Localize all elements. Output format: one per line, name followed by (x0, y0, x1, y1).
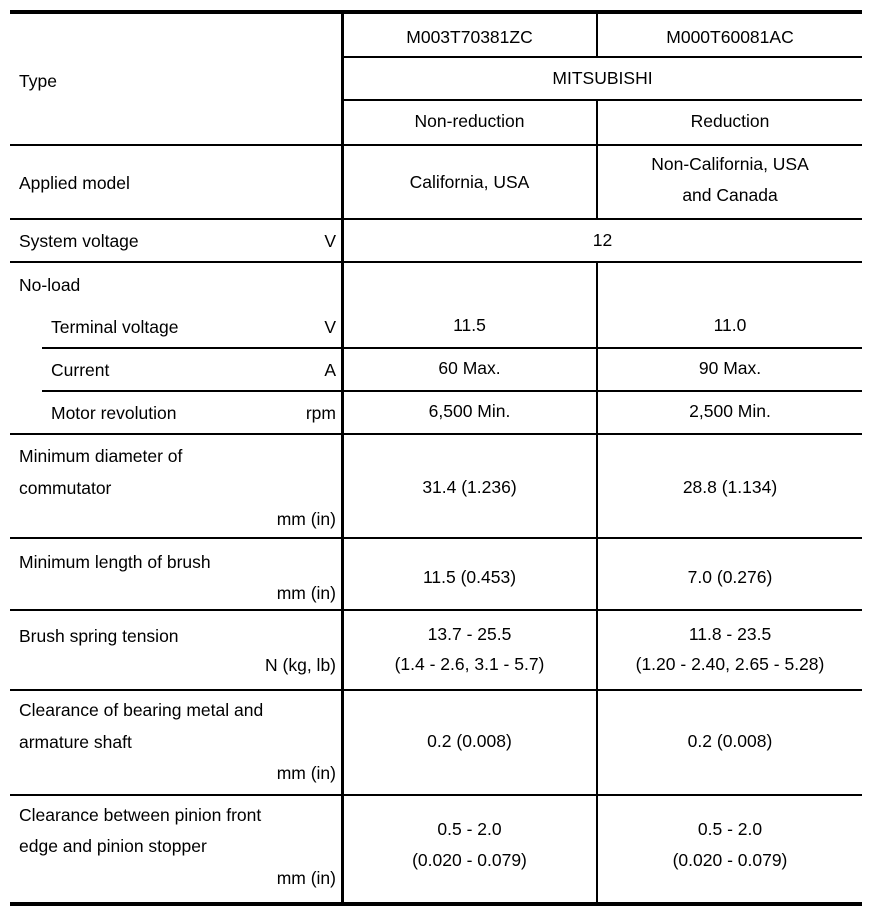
bearing-clearance-label-line1: Clearance of bearing metal and (19, 700, 264, 720)
system-voltage-unit: V (324, 231, 336, 251)
system-voltage-value: 12 (592, 230, 613, 250)
maker: MITSUBISHI (552, 68, 653, 88)
motor-revolution-col1: 6,500 Min. (428, 401, 511, 421)
bearing-clearance-col2: 0.2 (0.008) (687, 731, 773, 751)
pinion-clearance-col2-line2: (0.020 - 0.079) (672, 850, 788, 870)
spring-tension-col1-line1: 13.7 - 25.5 (427, 624, 512, 644)
system-voltage-label: System voltage (19, 231, 139, 251)
current-label: Current (51, 360, 110, 380)
commutator-label-line1: Minimum diameter of (19, 446, 183, 466)
current-col1: 60 Max. (438, 358, 501, 378)
col1-model: M003T70381ZC (406, 27, 533, 47)
applied-model-col2-line2: and Canada (682, 185, 778, 205)
brush-length-col1: 11.5 (0.453) (422, 567, 517, 587)
current-col2: 90 Max. (698, 358, 762, 378)
brush-length-unit: mm (in) (276, 583, 336, 603)
divider (10, 218, 862, 220)
brush-length-col2: 7.0 (0.276) (687, 567, 773, 587)
pinion-clearance-col1-line2: (0.020 - 0.079) (412, 850, 527, 870)
commutator-label-line2: commutator (19, 478, 112, 498)
spring-tension-unit: N (kg, lb) (265, 655, 336, 675)
divider (10, 537, 862, 539)
applied-model-col1: California, USA (409, 172, 530, 192)
bearing-clearance-label-line2: armature shaft (19, 732, 132, 752)
type-label: Type (19, 71, 57, 91)
divider (10, 433, 862, 435)
commutator-col1: 31.4 (1.236) (422, 477, 517, 497)
bearing-clearance-unit: mm (in) (276, 763, 336, 783)
spring-tension-col1-line2: (1.4 - 2.6, 3.1 - 5.7) (394, 654, 545, 674)
motor-revolution-unit: rpm (305, 403, 336, 423)
applied-model-label: Applied model (19, 173, 130, 193)
brush-length-label: Minimum length of brush (19, 552, 211, 572)
col2-kind: Reduction (690, 111, 770, 131)
spring-tension-col2-line2: (1.20 - 2.40, 2.65 - 5.28) (635, 654, 825, 674)
divider (10, 261, 862, 263)
pinion-clearance-col2-line1: 0.5 - 2.0 (697, 819, 763, 839)
divider (42, 390, 862, 392)
divider (342, 99, 862, 101)
commutator-unit: mm (in) (276, 509, 336, 529)
divider (10, 144, 862, 146)
col1-kind: Non-reduction (414, 111, 525, 131)
pinion-clearance-label-line2: edge and pinion stopper (19, 836, 207, 856)
pinion-clearance-unit: mm (in) (276, 868, 336, 888)
terminal-voltage-label: Terminal voltage (51, 317, 179, 337)
pinion-clearance-col1-line1: 0.5 - 2.0 (437, 819, 502, 839)
table-bottom-rule (10, 902, 862, 906)
commutator-col2: 28.8 (1.134) (682, 477, 778, 497)
motor-revolution-col2: 2,500 Min. (689, 401, 771, 421)
applied-model-col2-line1: Non-California, USA (651, 154, 809, 174)
terminal-voltage-col2: 11.0 (713, 315, 747, 335)
divider (42, 347, 862, 349)
no-load-label: No-load (19, 275, 81, 295)
divider (10, 794, 862, 796)
bearing-clearance-col1: 0.2 (0.008) (427, 731, 512, 751)
divider (10, 689, 862, 691)
divider (342, 56, 862, 58)
current-unit: A (324, 360, 336, 380)
terminal-voltage-unit: V (324, 317, 336, 337)
col2-model: M000T60081AC (666, 27, 794, 47)
table-top-rule (10, 10, 862, 14)
spring-tension-label: Brush spring tension (19, 626, 179, 646)
motor-revolution-label: Motor revolution (51, 403, 177, 423)
pinion-clearance-label-line1: Clearance between pinion front (19, 805, 262, 825)
terminal-voltage-col1: 11.5 (453, 315, 486, 335)
spring-tension-col2-line1: 11.8 - 23.5 (688, 624, 772, 644)
divider (10, 609, 862, 611)
column-divider (341, 10, 344, 905)
